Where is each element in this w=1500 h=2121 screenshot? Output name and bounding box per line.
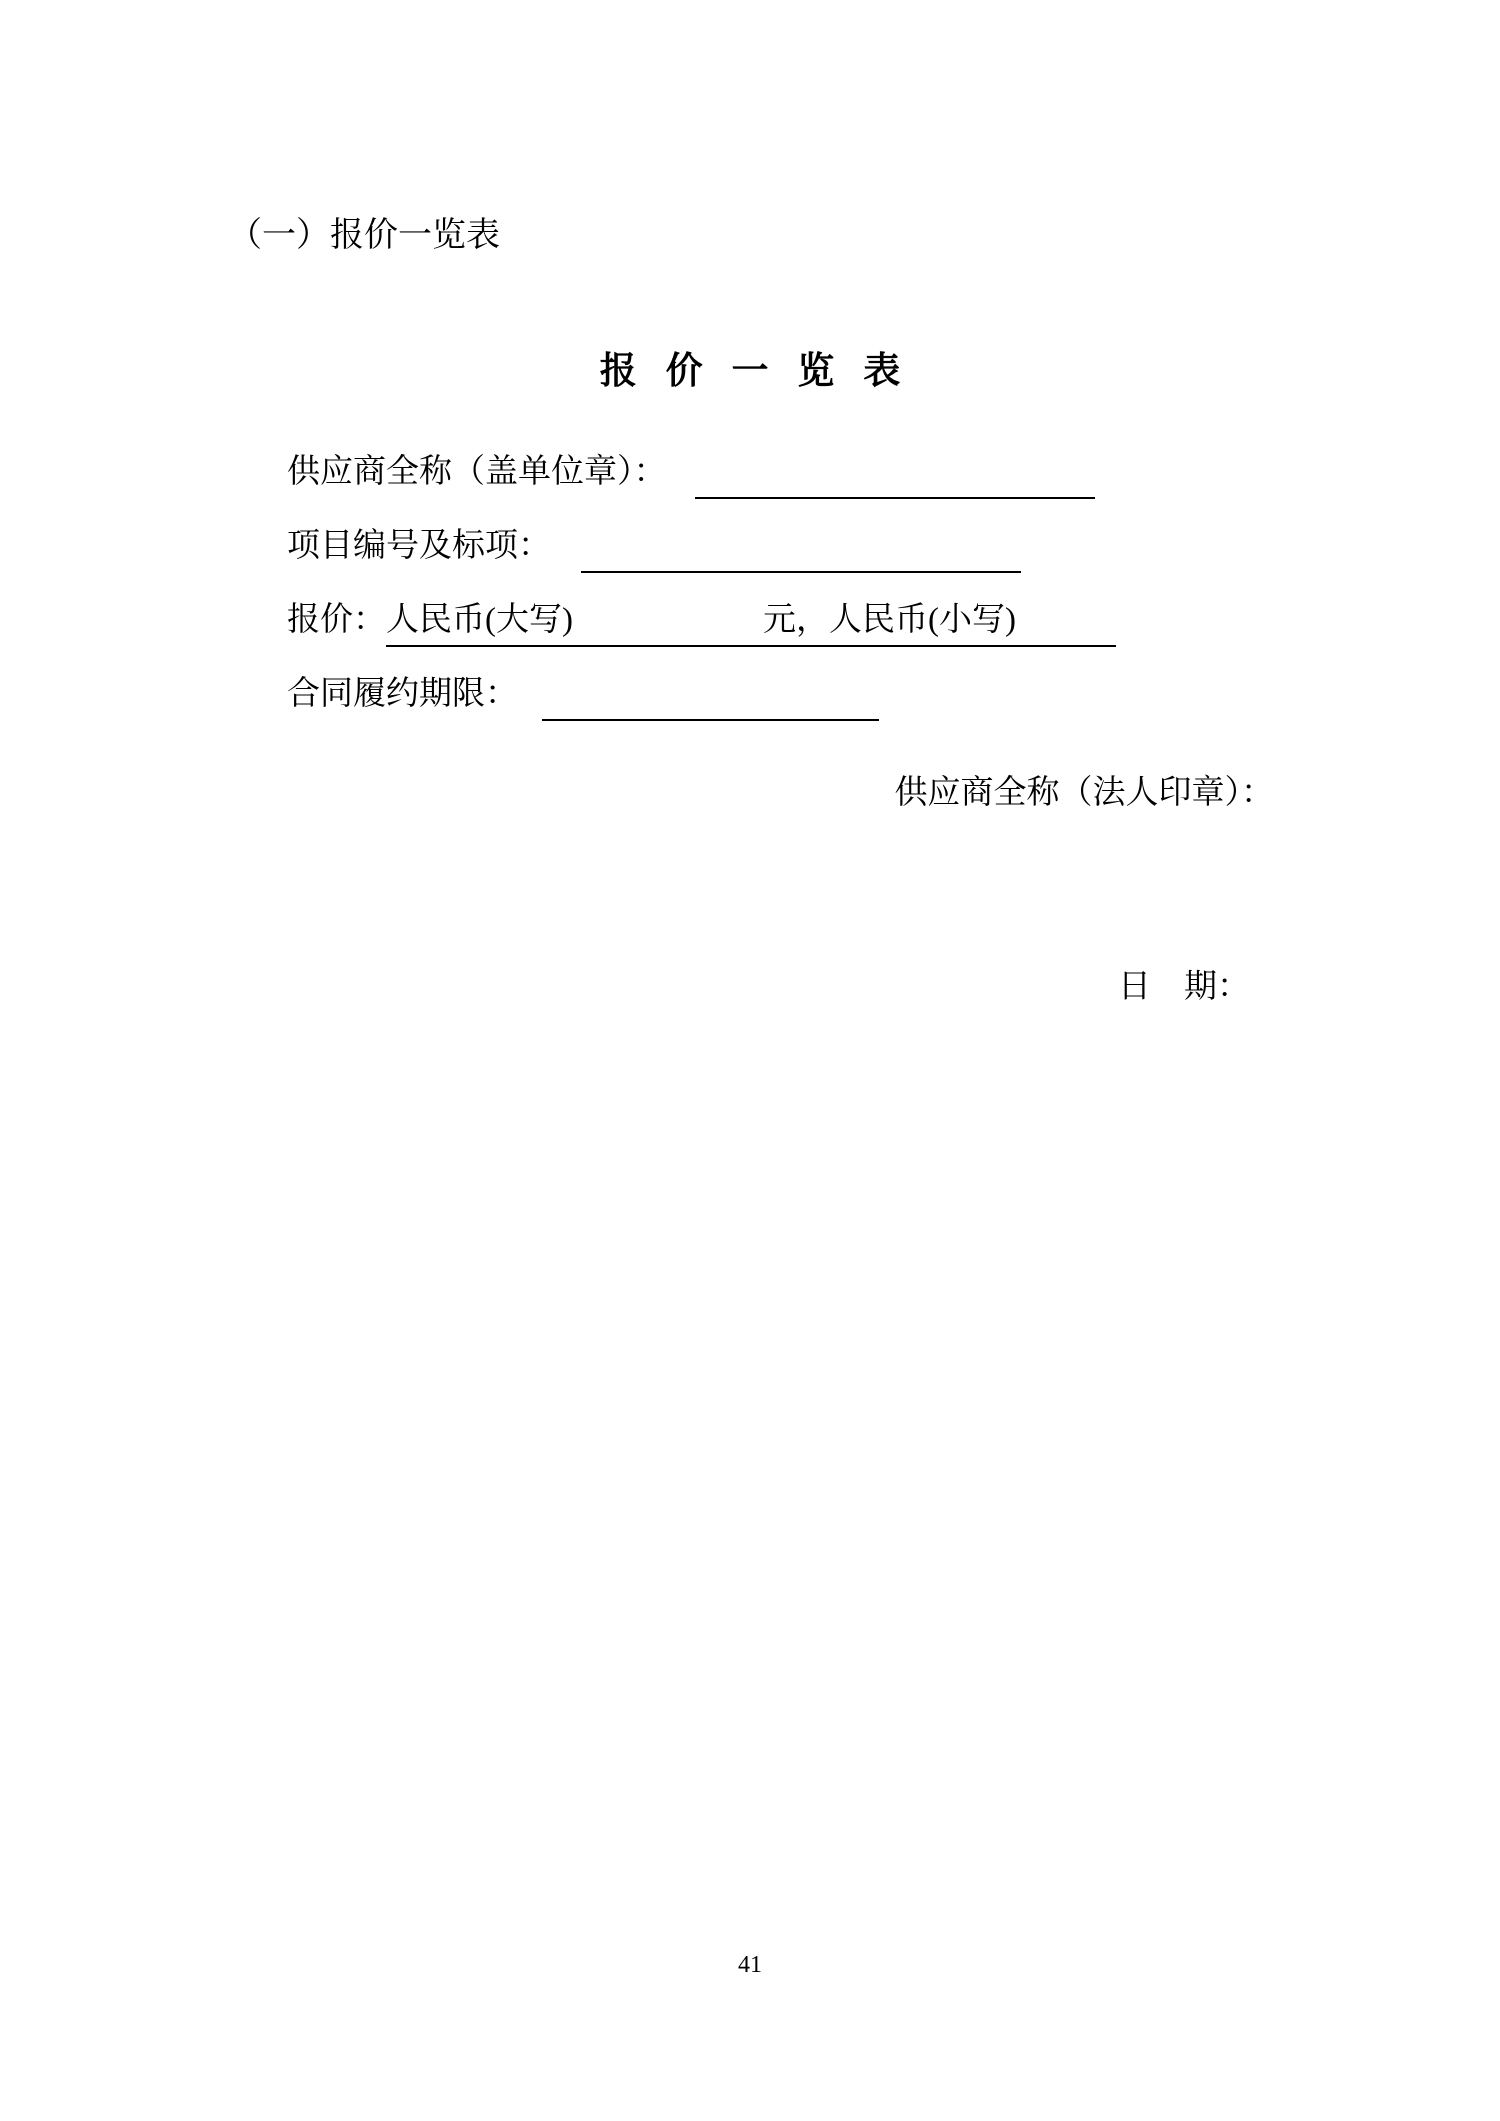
project-number-blank [581, 528, 1021, 573]
supplier-name-blank [695, 454, 1095, 499]
quote-line [287, 599, 1116, 641]
contract-duration-blank [542, 676, 879, 721]
section-heading: （一）报价一览表 [228, 217, 500, 254]
supplier-name-label: 供应商全称（盖单位章）： [287, 454, 667, 490]
contract-duration-label: 合同履约期限： [287, 676, 518, 712]
quote-amount-figures-blank [1016, 629, 1116, 630]
form-title: 报价一览表 [599, 351, 930, 392]
quote-amount-words-blank [573, 629, 763, 630]
date-label: 日 期： [1118, 969, 1250, 1005]
project-number-line [287, 525, 1021, 567]
quote-label: 报价： [287, 602, 386, 638]
page-number: 41 [738, 1952, 762, 1978]
contract-duration-line [287, 673, 879, 715]
quote-underlined-section [386, 602, 1116, 647]
supplier-seal-label: 供应商全称（法人印章）： [894, 775, 1274, 811]
project-number-label: 项目编号及标项： [287, 528, 551, 564]
quote-amount-words-label: 人民币(大写) [386, 602, 573, 638]
supplier-name-line [287, 451, 1095, 493]
quote-amount-figures-label: 元，人民币(小写) [762, 602, 1016, 638]
